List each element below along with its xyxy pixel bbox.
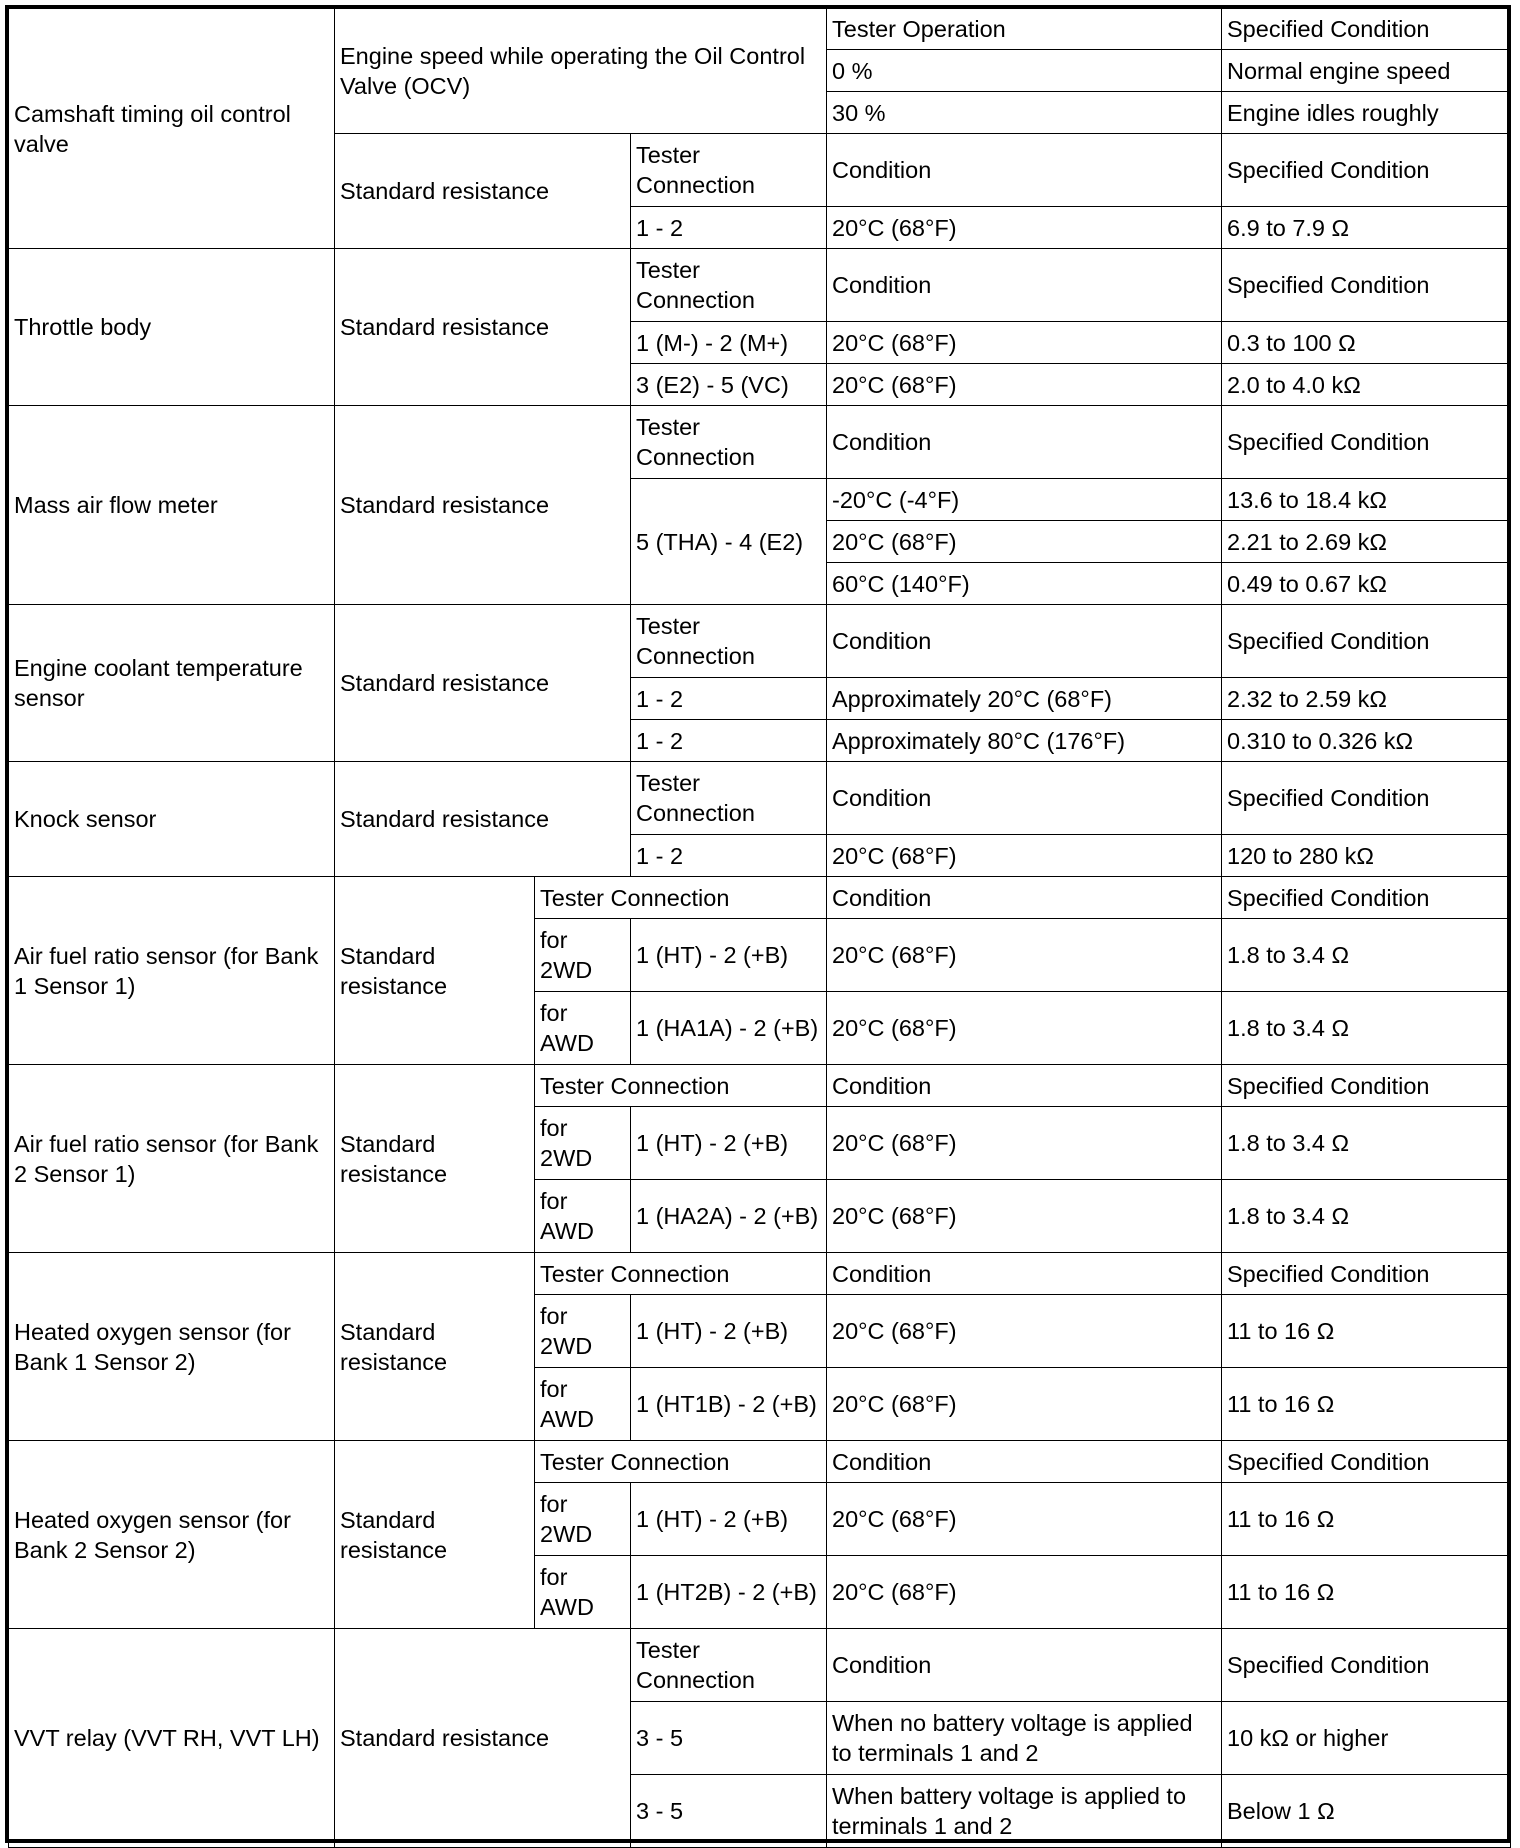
component-name: Knock sensor xyxy=(9,762,335,877)
header-cell: Specified Condition xyxy=(1222,249,1511,322)
tester-connection: 1 (HT) - 2 (+B) xyxy=(631,919,827,992)
header-cell: Condition xyxy=(827,134,1222,207)
table-row xyxy=(9,605,1511,678)
table-row xyxy=(9,1629,1511,1702)
table-row xyxy=(9,1253,1511,1295)
specified-condition: 6.9 to 7.9 Ω xyxy=(1222,207,1511,249)
header-cell: Condition xyxy=(827,877,1222,919)
condition: 20°C (68°F) xyxy=(827,919,1222,992)
header-cell: Specified Condition xyxy=(1222,605,1511,678)
specified-condition: 1.8 to 3.4 Ω xyxy=(1222,1180,1511,1253)
header-cell: Tester Connection xyxy=(535,1253,827,1295)
header-cell: Tester Connection xyxy=(631,406,827,479)
condition: When no battery voltage is applied to terminals 1 and 2 xyxy=(827,1702,1222,1775)
spec-sheet xyxy=(5,5,1511,1843)
header-cell: Condition xyxy=(827,1253,1222,1295)
condition: 20°C (68°F) xyxy=(827,1295,1222,1368)
specified-condition: 11 to 16 Ω xyxy=(1222,1556,1511,1629)
inspection-spec-table xyxy=(8,8,1511,1848)
tester-connection: 1 (HT2B) - 2 (+B) xyxy=(631,1556,827,1629)
table-row xyxy=(9,1441,1511,1483)
specified-condition: 1.8 to 3.4 Ω xyxy=(1222,992,1511,1065)
condition: 20°C (68°F) xyxy=(827,364,1222,406)
tester-connection: 1 (HT) - 2 (+B) xyxy=(631,1295,827,1368)
condition: 20°C (68°F) xyxy=(827,322,1222,364)
condition: -20°C (-4°F) xyxy=(827,479,1222,521)
specified-condition: 11 to 16 Ω xyxy=(1222,1483,1511,1556)
tester-connection: 1 - 2 xyxy=(631,678,827,720)
condition: 20°C (68°F) xyxy=(827,835,1222,877)
tester-operation: 0 % xyxy=(827,50,1222,92)
tester-connection: 5 (THA) - 4 (E2) xyxy=(631,479,827,605)
specified-condition: 0.310 to 0.326 kΩ xyxy=(1222,720,1511,762)
component-name: Air fuel ratio sensor (for Bank 2 Sensor 1) xyxy=(9,1065,335,1253)
table-row xyxy=(9,9,1511,50)
condition: 20°C (68°F) xyxy=(827,1107,1222,1180)
component-name: Mass air flow meter xyxy=(9,406,335,605)
specified-condition: 2.32 to 2.59 kΩ xyxy=(1222,678,1511,720)
table-row xyxy=(9,877,1511,919)
header-cell: Tester Connection xyxy=(631,1629,827,1702)
tester-connection: 1 (HA1A) - 2 (+B) xyxy=(631,992,827,1065)
tester-connection: 1 (M-) - 2 (M+) xyxy=(631,322,827,364)
header-cell: Specified Condition xyxy=(1222,1065,1511,1107)
inspection-item: Standard resistance xyxy=(335,1253,535,1441)
tester-connection: 1 - 2 xyxy=(631,207,827,249)
header-cell: Specified Condition xyxy=(1222,134,1511,207)
header-cell: Specified Condition xyxy=(1222,1441,1511,1483)
tester-connection: 1 (HA2A) - 2 (+B) xyxy=(631,1180,827,1253)
tester-connection: 3 (E2) - 5 (VC) xyxy=(631,364,827,406)
inspection-item: Standard resistance xyxy=(335,877,535,1065)
header-cell: Tester Connection xyxy=(535,1065,827,1107)
drive-variant: for 2WD xyxy=(535,1295,631,1368)
specified-condition: 11 to 16 Ω xyxy=(1222,1295,1511,1368)
header-cell: Tester Connection xyxy=(631,249,827,322)
header-cell: Specified Condition xyxy=(1222,1629,1511,1702)
specified-condition: 0.3 to 100 Ω xyxy=(1222,322,1511,364)
condition: 20°C (68°F) xyxy=(827,521,1222,563)
condition: 20°C (68°F) xyxy=(827,1368,1222,1441)
table-row xyxy=(9,406,1511,479)
header-cell: Specified Condition xyxy=(1222,9,1511,50)
specified-condition: 13.6 to 18.4 kΩ xyxy=(1222,479,1511,521)
drive-variant: for AWD xyxy=(535,1556,631,1629)
tester-connection: 1 - 2 xyxy=(631,720,827,762)
specified-condition: Normal engine speed xyxy=(1222,50,1511,92)
specified-condition: 120 to 280 kΩ xyxy=(1222,835,1511,877)
condition: 20°C (68°F) xyxy=(827,207,1222,249)
condition: 20°C (68°F) xyxy=(827,1483,1222,1556)
condition: 20°C (68°F) xyxy=(827,992,1222,1065)
header-cell: Condition xyxy=(827,1065,1222,1107)
header-cell: Tester Connection xyxy=(631,605,827,678)
component-name: Camshaft timing oil control valve xyxy=(9,9,335,249)
header-cell: Condition xyxy=(827,1441,1222,1483)
header-cell: Tester Connection xyxy=(631,134,827,207)
inspection-item: Standard resistance xyxy=(335,1065,535,1253)
header-cell: Tester Connection xyxy=(631,762,827,835)
specified-condition: 11 to 16 Ω xyxy=(1222,1368,1511,1441)
header-cell: Specified Condition xyxy=(1222,1253,1511,1295)
header-cell: Tester Connection xyxy=(535,1441,827,1483)
component-name: Throttle body xyxy=(9,249,335,406)
drive-variant: for 2WD xyxy=(535,1107,631,1180)
inspection-item: Standard resistance xyxy=(335,1441,535,1629)
header-cell: Tester Connection xyxy=(535,877,827,919)
header-cell: Tester Operation xyxy=(827,9,1222,50)
specified-condition: 0.49 to 0.67 kΩ xyxy=(1222,563,1511,605)
inspection-item: Standard resistance xyxy=(335,1629,631,1848)
condition: When battery voltage is applied to terminals 1 and 2 xyxy=(827,1775,1222,1848)
tester-connection: 1 - 2 xyxy=(631,835,827,877)
condition: 20°C (68°F) xyxy=(827,1556,1222,1629)
tester-connection: 3 - 5 xyxy=(631,1702,827,1775)
component-name: Engine coolant temperature sensor xyxy=(9,605,335,762)
condition: 60°C (140°F) xyxy=(827,563,1222,605)
inspection-item: Standard resistance xyxy=(335,249,631,406)
header-cell: Specified Condition xyxy=(1222,762,1511,835)
specified-condition: 1.8 to 3.4 Ω xyxy=(1222,919,1511,992)
drive-variant: for 2WD xyxy=(535,1483,631,1556)
specified-condition: 2.21 to 2.69 kΩ xyxy=(1222,521,1511,563)
table-row xyxy=(9,249,1511,322)
tester-connection: 1 (HT) - 2 (+B) xyxy=(631,1483,827,1556)
condition: 20°C (68°F) xyxy=(827,1180,1222,1253)
drive-variant: for AWD xyxy=(535,1180,631,1253)
component-name: Air fuel ratio sensor (for Bank 1 Sensor 1) xyxy=(9,877,335,1065)
drive-variant: for 2WD xyxy=(535,919,631,992)
drive-variant: for AWD xyxy=(535,1368,631,1441)
tester-connection: 1 (HT1B) - 2 (+B) xyxy=(631,1368,827,1441)
specified-condition: Engine idles roughly xyxy=(1222,92,1511,134)
header-cell: Condition xyxy=(827,406,1222,479)
inspection-item: Standard resistance xyxy=(335,762,631,877)
tester-connection: 3 - 5 xyxy=(631,1775,827,1848)
specified-condition: 1.8 to 3.4 Ω xyxy=(1222,1107,1511,1180)
header-cell: Condition xyxy=(827,249,1222,322)
inspection-item: Standard resistance xyxy=(335,605,631,762)
header-cell: Condition xyxy=(827,762,1222,835)
inspection-item: Engine speed while operating the Oil Control Valve (OCV) xyxy=(335,9,827,134)
specified-condition: 10 kΩ or higher xyxy=(1222,1702,1511,1775)
tester-connection: 1 (HT) - 2 (+B) xyxy=(631,1107,827,1180)
table-row xyxy=(9,1065,1511,1107)
inspection-item: Standard resistance xyxy=(335,406,631,605)
condition: Approximately 80°C (176°F) xyxy=(827,720,1222,762)
component-name: VVT relay (VVT RH, VVT LH) xyxy=(9,1629,335,1848)
specified-condition: 2.0 to 4.0 kΩ xyxy=(1222,364,1511,406)
tester-operation: 30 % xyxy=(827,92,1222,134)
condition: Approximately 20°C (68°F) xyxy=(827,678,1222,720)
inspection-item: Standard resistance xyxy=(335,134,631,249)
header-cell: Condition xyxy=(827,1629,1222,1702)
component-name: Heated oxygen sensor (for Bank 2 Sensor 2) xyxy=(9,1441,335,1629)
drive-variant: for AWD xyxy=(535,992,631,1065)
header-cell: Specified Condition xyxy=(1222,877,1511,919)
table-row xyxy=(9,762,1511,835)
header-cell: Specified Condition xyxy=(1222,406,1511,479)
specified-condition: Below 1 Ω xyxy=(1222,1775,1511,1848)
header-cell: Condition xyxy=(827,605,1222,678)
component-name: Heated oxygen sensor (for Bank 1 Sensor 2) xyxy=(9,1253,335,1441)
